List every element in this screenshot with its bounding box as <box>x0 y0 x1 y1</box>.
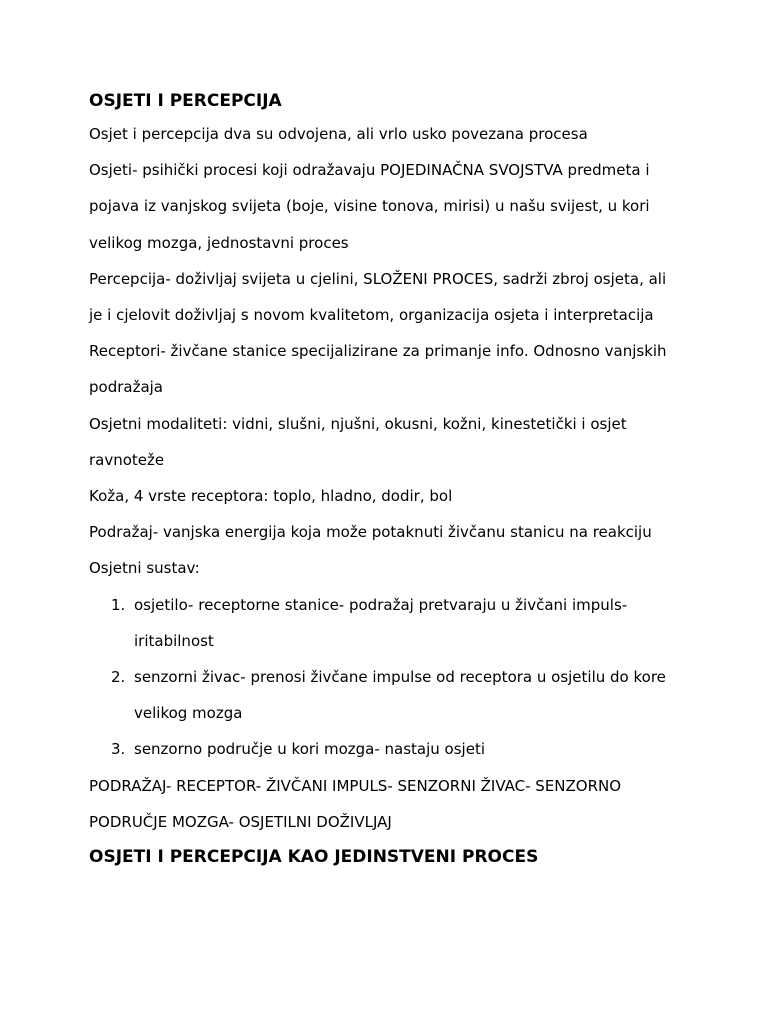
numbered-list <box>89 587 689 768</box>
list-number: 1. <box>111 595 126 614</box>
text-line: velikog mozga, jednostavni proces <box>89 233 349 252</box>
document-title: OSJETI I PERCEPCIJA <box>89 91 282 111</box>
text-line: Osjet i percepcija dva su odvojena, ali vrlo usko povezana procesa <box>89 125 588 143</box>
list-item <box>89 587 689 659</box>
text-line: ravnoteže <box>89 450 165 469</box>
text-line: Podražaj- vanjska energija koja može potaknuti živčanu stanicu na reakciju <box>89 523 652 542</box>
text-line: Koža, 4 vrste receptora: toplo, hladno, dodir, bol <box>89 487 453 506</box>
list-item-text: iritabilnost <box>134 631 214 650</box>
text-line: Osjeti- psihički procesi koji odražavaju POJEDINAČNA SVOJSTVA predmeta i <box>89 161 650 180</box>
text-line: Receptori- živčane stanice specijalizirane za primanje info. Odnosno vanjskih <box>89 342 667 361</box>
list-item-text: velikog mozga <box>134 704 243 723</box>
text-line: PODRAŽAJ- RECEPTOR- ŽIVČANI IMPULS- SENZORNI ŽIVAC- SENZORNO <box>89 776 622 795</box>
text-line: Osjetni sustav: <box>89 559 200 578</box>
list-item <box>89 659 689 731</box>
text-line: pojava iz vanjskog svijeta (boje, visine tonova, mirisi) u našu svijest, u kori <box>89 197 650 216</box>
text-line: Osjetni modaliteti: vidni, slušni, njušni, okusni, kožni, kinestetički i osjet <box>89 414 627 433</box>
document-page <box>89 88 689 870</box>
list-number: 3. <box>111 740 126 759</box>
text-line: podražaja <box>89 378 164 397</box>
text-line: je i cjelovit doživljaj s novom kvalitetom, organizacija osjeta i interpretacija <box>89 306 654 325</box>
list-item-text: osjetilo- receptorne stanice- podražaj pretvaraju u živčani impuls- <box>134 595 628 614</box>
text-line: PODRUČJE MOZGA- OSJETILNI DOŽIVLJAJ <box>89 812 392 831</box>
section-title: OSJETI I PERCEPCIJA KAO JEDINSTVENI PROCES <box>89 847 539 868</box>
list-item-text: senzorno područje u kori mozga- nastaju osjeti <box>134 740 485 759</box>
text-line: Percepcija- doživljaj svijeta u cjelini, SLOŽENI PROCES, sadrži zbroj osjeta, ali <box>89 269 667 288</box>
list-item-text: senzorni živac- prenosi živčane impulse od receptora u osjetilu do kore <box>134 668 666 687</box>
list-item <box>89 731 689 767</box>
list-number: 2. <box>111 668 126 687</box>
